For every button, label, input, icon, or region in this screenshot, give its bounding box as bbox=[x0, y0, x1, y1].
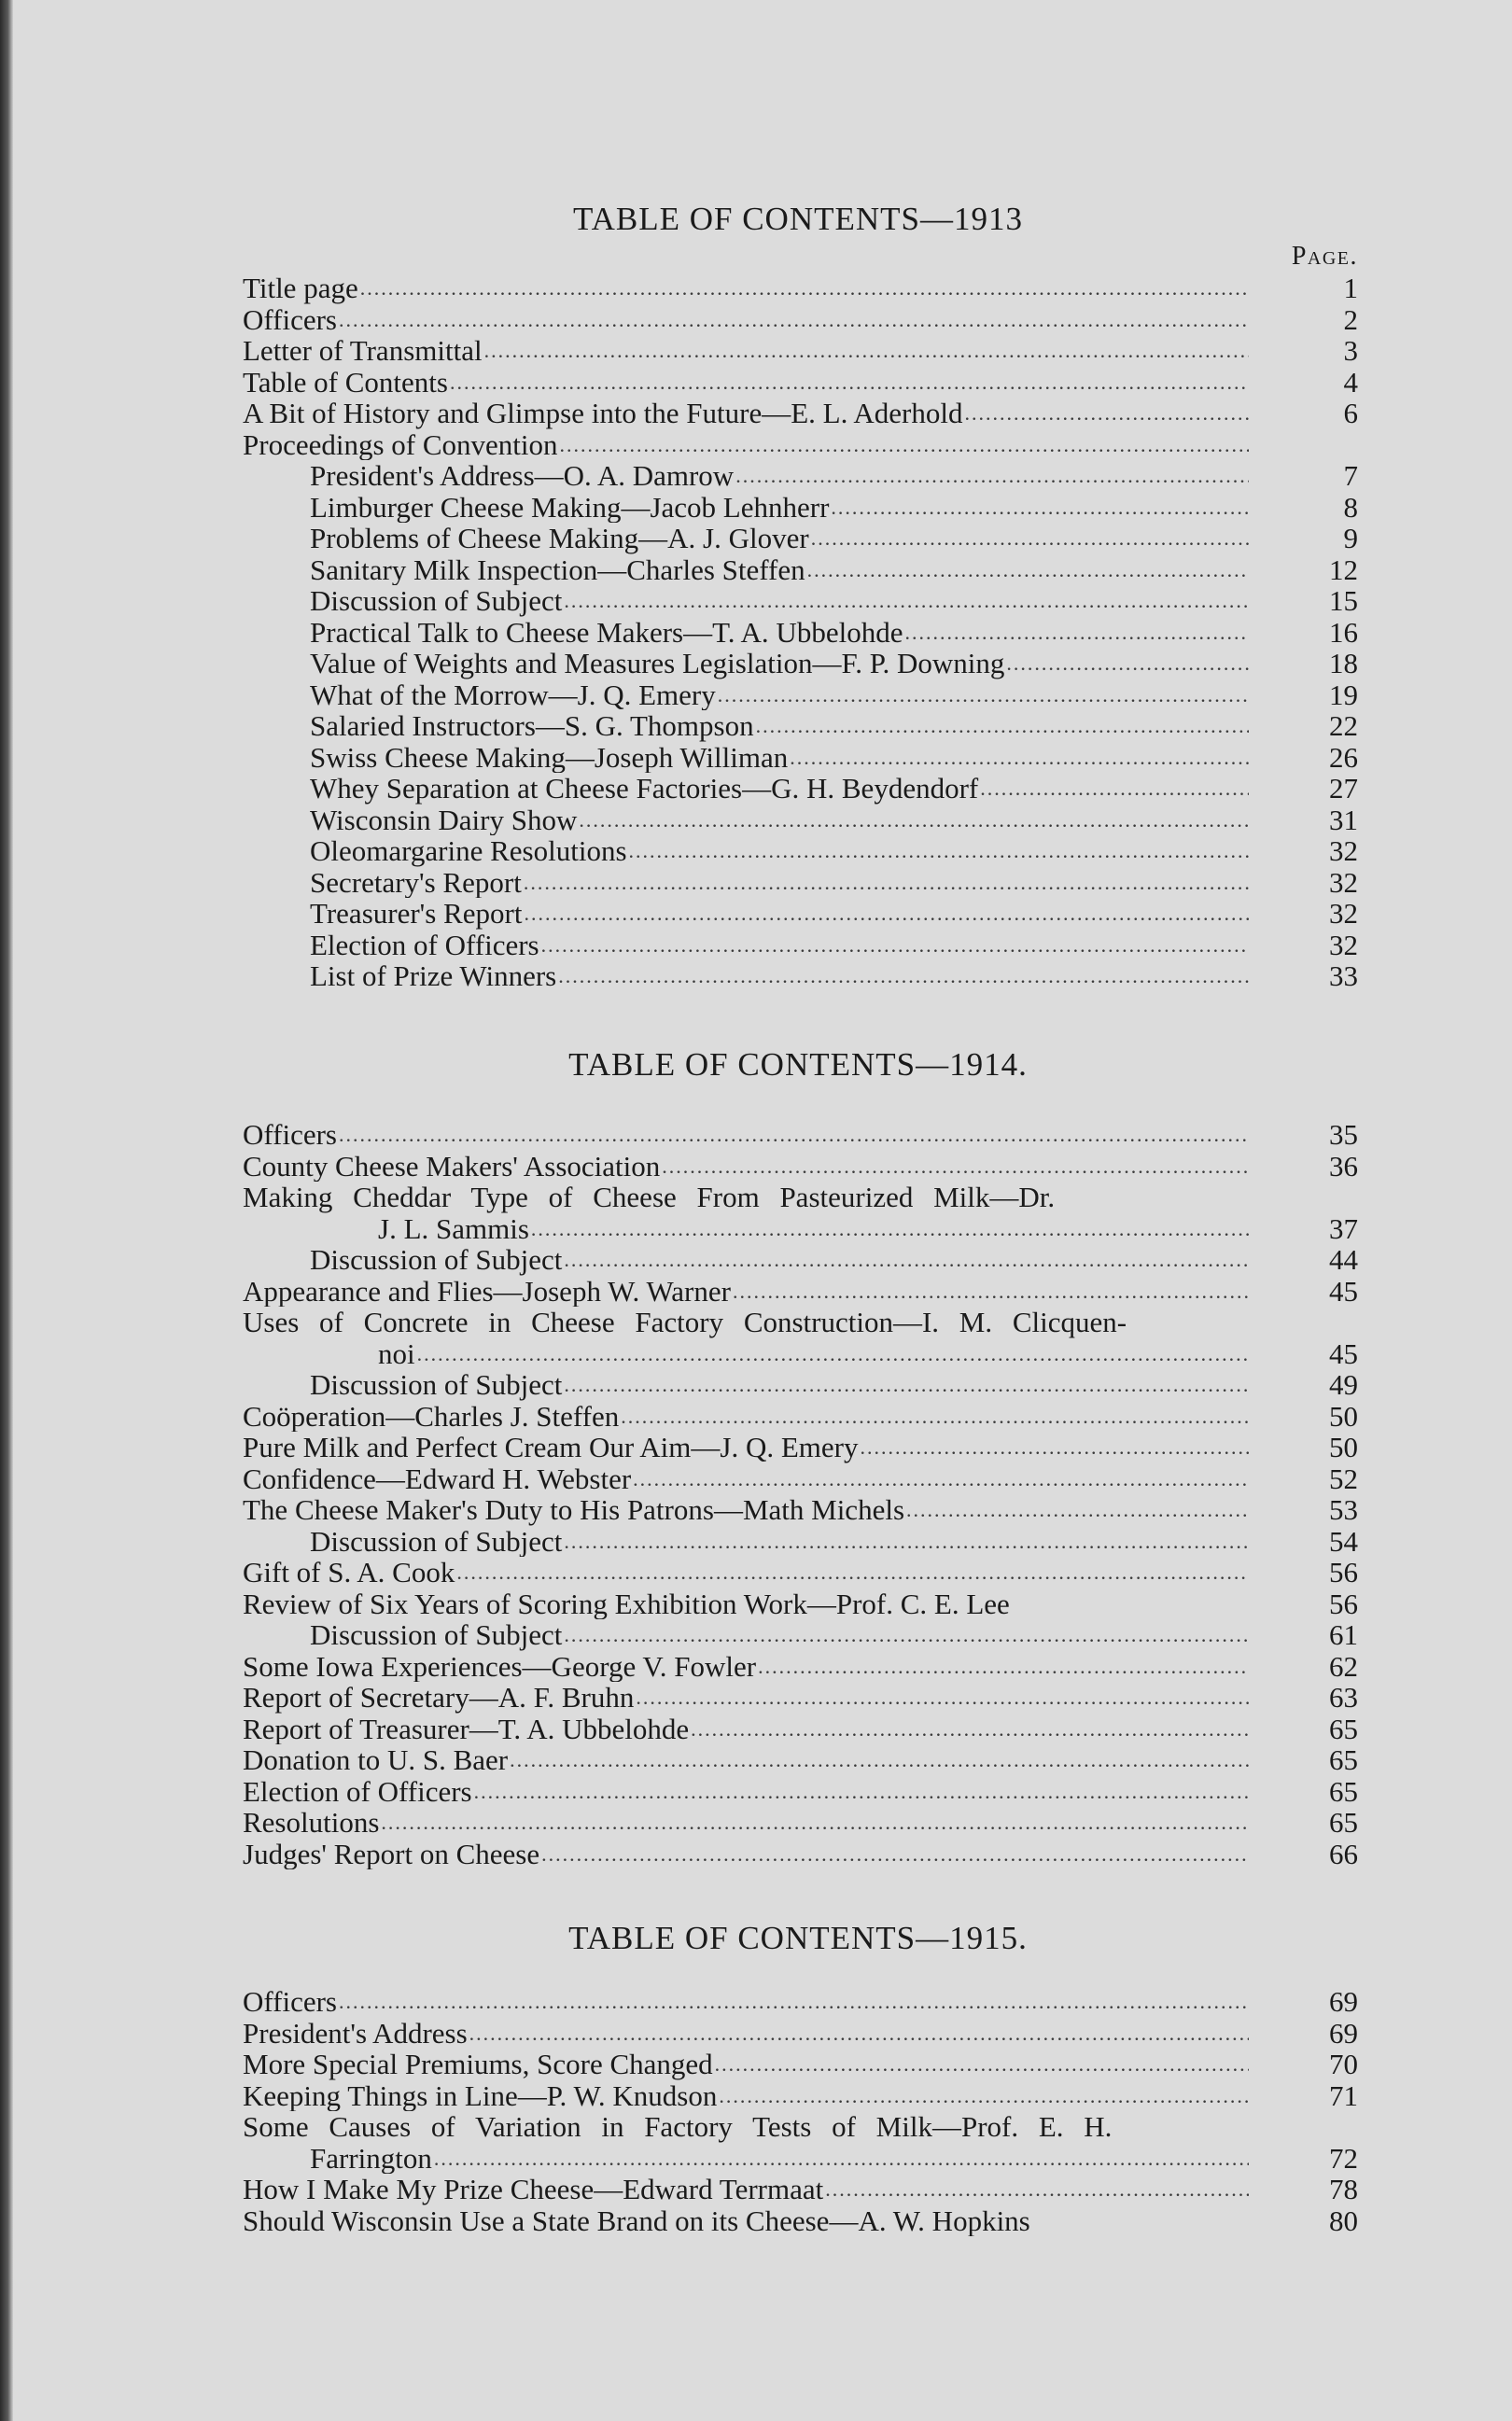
toc-entry-line bbox=[310, 1369, 1249, 1401]
toc-entry-title: Discussion of Subject bbox=[310, 585, 563, 617]
toc-entry bbox=[243, 2174, 1358, 2205]
toc-entry-title: Value of Weights and Measures Legislation—F. P. Downing bbox=[310, 648, 1005, 679]
dot-leader bbox=[541, 930, 1249, 961]
dot-leader bbox=[980, 773, 1249, 805]
dot-leader bbox=[531, 1213, 1249, 1245]
toc-entry-page-number: 32 bbox=[1329, 865, 1358, 899]
dot-leader bbox=[339, 1986, 1249, 2018]
toc-entry-page-number: 18 bbox=[1329, 647, 1358, 679]
toc-entry-title: Officers bbox=[243, 1119, 337, 1151]
dot-leader bbox=[524, 867, 1249, 899]
toc-entry bbox=[243, 554, 1358, 586]
toc-entry-line bbox=[243, 2018, 1249, 2050]
toc-entry-line bbox=[243, 1776, 1249, 1808]
dot-leader bbox=[831, 492, 1249, 524]
toc-entry-page-number: 16 bbox=[1329, 615, 1358, 649]
toc-entry bbox=[243, 1619, 1358, 1651]
section-heading-1914: TABLE OF CONTENTS—1914. bbox=[568, 1046, 1028, 1083]
toc-entry bbox=[243, 1276, 1358, 1308]
toc-list-1914 bbox=[243, 1119, 1358, 1869]
toc-entry bbox=[243, 960, 1358, 992]
toc-entry-page-number: 56 bbox=[1329, 1587, 1358, 1620]
toc-entry-title: President's Address bbox=[243, 2017, 468, 2049]
toc-entry-title: What of the Morrow—J. Q. Emery bbox=[310, 679, 716, 710]
toc-entry bbox=[243, 585, 1358, 617]
toc-entry-page-number: 8 bbox=[1343, 490, 1358, 524]
toc-entry-title: Whey Separation at Cheese Factories—G. H. Beydendorf bbox=[310, 773, 979, 805]
toc-entry-line bbox=[310, 710, 1249, 742]
toc-entry bbox=[243, 1338, 1358, 1370]
toc-entry-title: Resolutions bbox=[243, 1807, 380, 1839]
toc-entry-title: Officers bbox=[243, 1986, 337, 2018]
page-binding-edge bbox=[0, 0, 13, 2421]
toc-entry-title: How I Make My Prize Cheese—Edward Terrmaat bbox=[243, 2174, 824, 2205]
toc-entry-line bbox=[243, 304, 1249, 336]
dot-leader bbox=[450, 367, 1249, 399]
toc-entry bbox=[243, 773, 1358, 805]
toc-entry-line bbox=[310, 1244, 1249, 1276]
dot-leader bbox=[906, 1494, 1249, 1526]
toc-entry-title: President's Address—O. A. Damrow bbox=[310, 460, 735, 492]
dot-leader bbox=[719, 2080, 1249, 2112]
toc-entry-page-number: 65 bbox=[1329, 1743, 1358, 1776]
dot-leader bbox=[469, 2018, 1249, 2050]
toc-entry-page-number: 12 bbox=[1329, 553, 1358, 586]
toc-entry-title: Confidence—Edward H. Webster bbox=[243, 1462, 632, 1494]
toc-entry bbox=[243, 1119, 1358, 1151]
toc-entry bbox=[243, 617, 1358, 649]
toc-entry-line bbox=[243, 1682, 1249, 1714]
toc-entry-page-number: 61 bbox=[1329, 1618, 1358, 1651]
toc-entry bbox=[243, 1526, 1358, 1558]
toc-entry-page-number: 80 bbox=[1329, 2204, 1358, 2237]
toc-entry-page-number: 45 bbox=[1329, 1336, 1358, 1370]
toc-entry-title: Coöperation—Charles J. Steffen bbox=[243, 1400, 620, 1432]
toc-entry-page-number: 70 bbox=[1329, 2048, 1358, 2080]
toc-entry-line bbox=[310, 1619, 1249, 1651]
dot-leader bbox=[807, 554, 1249, 586]
toc-entry-line bbox=[243, 1744, 1249, 1776]
toc-entry bbox=[243, 648, 1358, 679]
toc-entry-title: Discussion of Subject bbox=[310, 1369, 563, 1401]
toc-entry-line bbox=[310, 898, 1249, 930]
dot-leader bbox=[1032, 2205, 1249, 2237]
toc-entry-title: Swiss Cheese Making—Joseph Williman bbox=[310, 741, 789, 773]
dot-leader bbox=[691, 1714, 1249, 1745]
section-heading-1915: TABLE OF CONTENTS—1915. bbox=[568, 1920, 1028, 1956]
toc-entry-line bbox=[243, 1401, 1249, 1433]
toc-entry-page-number: 19 bbox=[1329, 678, 1358, 711]
toc-entry bbox=[243, 1807, 1358, 1839]
toc-entry bbox=[243, 1557, 1358, 1588]
toc-entry-page-number: 65 bbox=[1329, 1806, 1358, 1839]
toc-entry bbox=[243, 398, 1358, 429]
toc-entry bbox=[243, 2018, 1358, 2050]
toc-entry-title: Letter of Transmittal bbox=[243, 335, 483, 367]
toc-entry-title: Title page bbox=[243, 273, 358, 304]
toc-entry-line bbox=[243, 335, 1249, 367]
dot-leader bbox=[1012, 1588, 1249, 1620]
dot-leader bbox=[629, 835, 1249, 867]
toc-entry bbox=[243, 742, 1358, 774]
toc-entry-line bbox=[243, 398, 1249, 429]
toc-entry-page-number: 6 bbox=[1343, 397, 1358, 429]
toc-entry bbox=[243, 805, 1358, 836]
toc-entry bbox=[243, 1182, 1358, 1213]
toc-entry bbox=[243, 1744, 1358, 1776]
toc-entry-line bbox=[310, 617, 1249, 649]
dot-leader bbox=[524, 898, 1249, 930]
toc-entry-page-number: 52 bbox=[1329, 1462, 1358, 1495]
toc-entry-line bbox=[243, 1119, 1249, 1151]
toc-entry bbox=[243, 1369, 1358, 1401]
toc-entry-page-number: 31 bbox=[1329, 803, 1358, 836]
toc-entry bbox=[243, 1244, 1358, 1276]
toc-entry bbox=[243, 898, 1358, 930]
dot-leader bbox=[860, 1432, 1249, 1463]
toc-entry-title: noi bbox=[378, 1337, 415, 1369]
toc-entry-line bbox=[243, 1839, 1249, 1870]
toc-entry bbox=[243, 1776, 1358, 1808]
toc-entry-page-number: 69 bbox=[1329, 2016, 1358, 2050]
dot-leader bbox=[434, 2143, 1249, 2175]
toc-entry-line bbox=[310, 867, 1249, 899]
toc-entry-line bbox=[310, 460, 1249, 492]
toc-entry bbox=[243, 523, 1358, 554]
toc-entry-line bbox=[243, 1714, 1249, 1745]
toc-entry-page-number: 9 bbox=[1343, 522, 1358, 554]
toc-entry-title: Judges' Report on Cheese bbox=[243, 1838, 540, 1869]
toc-entry-line bbox=[243, 2049, 1249, 2080]
toc-entry-page-number: 33 bbox=[1329, 959, 1358, 992]
dot-leader bbox=[339, 304, 1249, 336]
dot-leader bbox=[484, 335, 1249, 367]
toc-entry-line bbox=[310, 585, 1249, 617]
toc-entry-page-number: 56 bbox=[1329, 1556, 1358, 1588]
toc-entry-page-number: 66 bbox=[1329, 1837, 1358, 1870]
toc-entry-page-number: 26 bbox=[1329, 740, 1358, 774]
toc-entry-line bbox=[243, 1651, 1249, 1683]
toc-entry-line bbox=[243, 1432, 1249, 1463]
toc-entry-page-number: 32 bbox=[1329, 834, 1358, 867]
dot-leader bbox=[636, 1682, 1249, 1714]
toc-entry bbox=[243, 2080, 1358, 2112]
toc-entry-line bbox=[310, 648, 1249, 679]
toc-entry bbox=[243, 304, 1358, 336]
dot-leader bbox=[564, 1526, 1249, 1558]
dot-leader bbox=[790, 742, 1249, 774]
toc-entry-title: Pure Milk and Perfect Cream Our Aim—J. Q. Emery bbox=[243, 1432, 859, 1463]
dot-leader bbox=[564, 1244, 1249, 1276]
dot-leader bbox=[633, 1463, 1249, 1495]
dot-leader bbox=[756, 710, 1249, 742]
toc-entry bbox=[243, 1463, 1358, 1495]
toc-entry-line bbox=[310, 2143, 1249, 2175]
dot-leader bbox=[564, 1369, 1249, 1401]
dot-leader bbox=[560, 429, 1249, 461]
toc-entry-title: Proceedings of Convention bbox=[243, 428, 558, 460]
toc-entry-title: Report of Secretary—A. F. Bruhn bbox=[243, 1682, 635, 1714]
toc-entry-line bbox=[243, 1151, 1249, 1183]
toc-entry bbox=[243, 1714, 1358, 1745]
toc-entry-page-number: 27 bbox=[1329, 772, 1358, 805]
dot-leader bbox=[510, 1744, 1249, 1776]
toc-entry-page-number: 53 bbox=[1329, 1493, 1358, 1526]
toc-entry-title: Table of Contents bbox=[243, 366, 448, 398]
toc-entry-page-number: 1 bbox=[1343, 272, 1358, 304]
toc-entry-title: Uses of Concrete in Cheese Factory Construction—I. M. Clicquen- bbox=[243, 1306, 1127, 1338]
toc-entry-line bbox=[310, 523, 1249, 554]
toc-entry bbox=[243, 1986, 1358, 2018]
toc-entry bbox=[243, 1307, 1358, 1338]
toc-entry bbox=[243, 1682, 1358, 1714]
toc-entry-title: Donation to U. S. Baer bbox=[243, 1744, 509, 1776]
toc-entry-page-number: 44 bbox=[1329, 1243, 1358, 1276]
toc-entry-title: Problems of Cheese Making—A. J. Glover bbox=[310, 523, 809, 554]
toc-entry bbox=[243, 460, 1358, 492]
toc-entry-line bbox=[243, 1494, 1249, 1526]
toc-entry-line bbox=[378, 1338, 1249, 1370]
toc-entry bbox=[243, 2111, 1358, 2143]
toc-entry-page-number: 63 bbox=[1329, 1681, 1358, 1714]
toc-entry bbox=[243, 492, 1358, 524]
toc-entry-line bbox=[243, 1557, 1249, 1588]
toc-entry-title: Practical Talk to Cheese Makers—T. A. Ubbelohde bbox=[310, 616, 903, 648]
toc-entry-title: Secretary's Report bbox=[310, 866, 522, 898]
dot-leader bbox=[904, 617, 1249, 649]
toc-entry-title: Farrington bbox=[310, 2142, 432, 2174]
dot-leader bbox=[965, 398, 1250, 429]
toc-entry-page-number: 3 bbox=[1343, 334, 1358, 367]
toc-entry-title: Making Cheddar Type of Cheese From Pasteurized Milk—Dr. bbox=[243, 1181, 1056, 1213]
toc-entry-line bbox=[310, 554, 1249, 586]
toc-entry-title: Salaried Instructors—S. G. Thompson bbox=[310, 710, 754, 742]
toc-entry-page-number: 71 bbox=[1329, 2078, 1358, 2112]
toc-entry-title: County Cheese Makers' Association bbox=[243, 1150, 661, 1182]
toc-entry-title: Sanitary Milk Inspection—Charles Steffen bbox=[310, 553, 805, 585]
toc-entry bbox=[243, 1494, 1358, 1526]
toc-entry-line bbox=[310, 805, 1249, 836]
toc-entry-page-number: 72 bbox=[1329, 2141, 1358, 2175]
toc-entry-title: Some Iowa Experiences—George V. Fowler bbox=[243, 1650, 757, 1682]
toc-entry-title: Discussion of Subject bbox=[310, 1525, 563, 1557]
toc-entry bbox=[243, 2049, 1358, 2080]
toc-entry-page-number: 7 bbox=[1343, 459, 1358, 492]
toc-entry-line bbox=[243, 1276, 1249, 1308]
toc-entry bbox=[243, 1432, 1358, 1463]
toc-entry-line bbox=[310, 773, 1249, 805]
toc-entry-page-number: 65 bbox=[1329, 1774, 1358, 1808]
dot-leader bbox=[811, 523, 1249, 554]
toc-entry-page-number: 69 bbox=[1329, 1985, 1358, 2018]
document-page bbox=[238, 0, 1358, 2421]
dot-leader bbox=[715, 2049, 1249, 2080]
toc-entry bbox=[243, 1651, 1358, 1683]
dot-leader bbox=[456, 1557, 1249, 1588]
toc-entry-line bbox=[378, 1213, 1249, 1245]
toc-entry-title: Keeping Things in Line—P. W. Knudson bbox=[243, 2079, 718, 2111]
toc-entry-line bbox=[243, 2174, 1249, 2205]
toc-entry bbox=[243, 1213, 1358, 1245]
dot-leader bbox=[360, 273, 1249, 304]
toc-entry-title: Review of Six Years of Scoring Exhibition Work—Prof. C. E. Lee bbox=[243, 1588, 1010, 1619]
toc-entry-line bbox=[243, 1588, 1249, 1620]
section-heading-1913: TABLE OF CONTENTS—1913 bbox=[573, 201, 1023, 237]
toc-entry-line bbox=[243, 1986, 1249, 2018]
toc-entry-title: Discussion of Subject bbox=[310, 1244, 563, 1276]
dot-leader bbox=[558, 960, 1249, 992]
toc-entry-page-number: 78 bbox=[1329, 2173, 1358, 2205]
toc-list-1913 bbox=[243, 273, 1358, 992]
toc-entry bbox=[243, 835, 1358, 867]
toc-entry-title: A Bit of History and Glimpse into the Future—E. L. Aderhold bbox=[243, 398, 963, 429]
toc-entry-line bbox=[243, 2080, 1249, 2112]
toc-entry bbox=[243, 710, 1358, 742]
toc-entry bbox=[243, 2205, 1358, 2237]
toc-entry-title: Discussion of Subject bbox=[310, 1619, 563, 1651]
dot-leader bbox=[474, 1776, 1249, 1808]
toc-entry bbox=[243, 679, 1358, 711]
toc-entry-page-number: 36 bbox=[1329, 1149, 1358, 1183]
toc-entry-page-number: 22 bbox=[1329, 709, 1358, 742]
toc-entry-title: Should Wisconsin Use a State Brand on its Cheese—A. W. Hopkins bbox=[243, 2204, 1030, 2236]
toc-entry-line bbox=[310, 835, 1249, 867]
dot-leader bbox=[1006, 648, 1249, 679]
dot-leader bbox=[579, 805, 1249, 836]
toc-entry-title: Treasurer's Report bbox=[310, 898, 523, 930]
toc-entry-page-number: 32 bbox=[1329, 928, 1358, 961]
toc-entry-line bbox=[310, 742, 1249, 774]
toc-entry-page-number: 15 bbox=[1329, 584, 1358, 617]
toc-entry-page-number: 37 bbox=[1329, 1211, 1358, 1245]
toc-entry-title: Wisconsin Dairy Show bbox=[310, 804, 578, 835]
toc-entry-page-number: 62 bbox=[1329, 1649, 1358, 1683]
toc-entry-page-number: 32 bbox=[1329, 897, 1358, 930]
toc-entry bbox=[243, 273, 1358, 304]
dot-leader bbox=[758, 1651, 1249, 1683]
toc-entry-title: Oleomargarine Resolutions bbox=[310, 835, 627, 867]
toc-entry-title: More Special Premiums, Score Changed bbox=[243, 2049, 713, 2080]
toc-entry-title: Gift of S. A. Cook bbox=[243, 1557, 455, 1588]
toc-entry-line bbox=[310, 960, 1249, 992]
dot-leader bbox=[417, 1338, 1249, 1370]
dot-leader bbox=[718, 679, 1249, 711]
toc-entry-title: Appearance and Flies—Joseph W. Warner bbox=[243, 1275, 731, 1307]
toc-entry-title: Officers bbox=[243, 303, 337, 335]
dot-leader bbox=[825, 2174, 1249, 2205]
toc-entry-title: Report of Treasurer—T. A. Ubbelohde bbox=[243, 1713, 690, 1744]
toc-entry-line bbox=[243, 429, 1249, 461]
toc-entry-line bbox=[310, 930, 1249, 961]
toc-entry-line bbox=[243, 367, 1249, 399]
toc-entry-page-number: 2 bbox=[1343, 302, 1358, 336]
toc-entry-page-number: 54 bbox=[1329, 1524, 1358, 1558]
toc-entry-title: Election of Officers bbox=[310, 929, 539, 960]
toc-list-1915 bbox=[243, 1986, 1358, 2236]
toc-entry-page-number: 45 bbox=[1329, 1274, 1358, 1308]
toc-entry-title: J. L. Sammis bbox=[378, 1212, 529, 1244]
toc-entry-title: List of Prize Winners bbox=[310, 960, 557, 992]
dot-leader bbox=[564, 585, 1249, 617]
toc-entry-page-number: 50 bbox=[1329, 1399, 1358, 1433]
toc-entry-line bbox=[243, 1463, 1249, 1495]
toc-entry-title: The Cheese Maker's Duty to His Patrons—Math Michels bbox=[243, 1494, 905, 1526]
toc-entry-page-number: 50 bbox=[1329, 1431, 1358, 1463]
toc-entry bbox=[243, 1401, 1358, 1433]
toc-entry bbox=[243, 867, 1358, 899]
toc-entry-line bbox=[243, 273, 1249, 304]
toc-entry bbox=[243, 367, 1358, 399]
toc-entry-page-number: 35 bbox=[1329, 1118, 1358, 1151]
toc-entry-page-number: 49 bbox=[1329, 1368, 1358, 1401]
dot-leader bbox=[733, 1276, 1249, 1308]
dot-leader bbox=[662, 1151, 1249, 1183]
toc-entry-line bbox=[310, 492, 1249, 524]
toc-entry bbox=[243, 429, 1358, 461]
toc-entry-title: Limburger Cheese Making—Jacob Lehnherr bbox=[310, 491, 830, 523]
toc-entry-line bbox=[243, 2205, 1249, 2237]
toc-entry-line bbox=[310, 679, 1249, 711]
toc-entry-line bbox=[243, 1807, 1249, 1839]
dot-leader bbox=[339, 1119, 1249, 1151]
toc-entry bbox=[243, 1151, 1358, 1183]
toc-entry bbox=[243, 1588, 1358, 1620]
toc-entry-title: Some Causes of Variation in Factory Tests of Milk—Prof. E. H. bbox=[243, 2110, 1113, 2143]
dot-leader bbox=[541, 1839, 1249, 1870]
dot-leader bbox=[564, 1619, 1249, 1651]
page-column-heading: Page. bbox=[1291, 242, 1358, 271]
dot-leader bbox=[381, 1807, 1249, 1839]
dot-leader bbox=[735, 460, 1249, 492]
toc-entry bbox=[243, 2143, 1358, 2175]
toc-entry bbox=[243, 1839, 1358, 1870]
toc-entry-line bbox=[310, 1526, 1249, 1558]
toc-entry-page-number: 65 bbox=[1329, 1712, 1358, 1745]
toc-entry-title: Election of Officers bbox=[243, 1775, 472, 1807]
toc-entry bbox=[243, 335, 1358, 367]
toc-entry bbox=[243, 930, 1358, 961]
toc-entry-page-number: 4 bbox=[1343, 365, 1358, 399]
dot-leader bbox=[621, 1401, 1249, 1433]
